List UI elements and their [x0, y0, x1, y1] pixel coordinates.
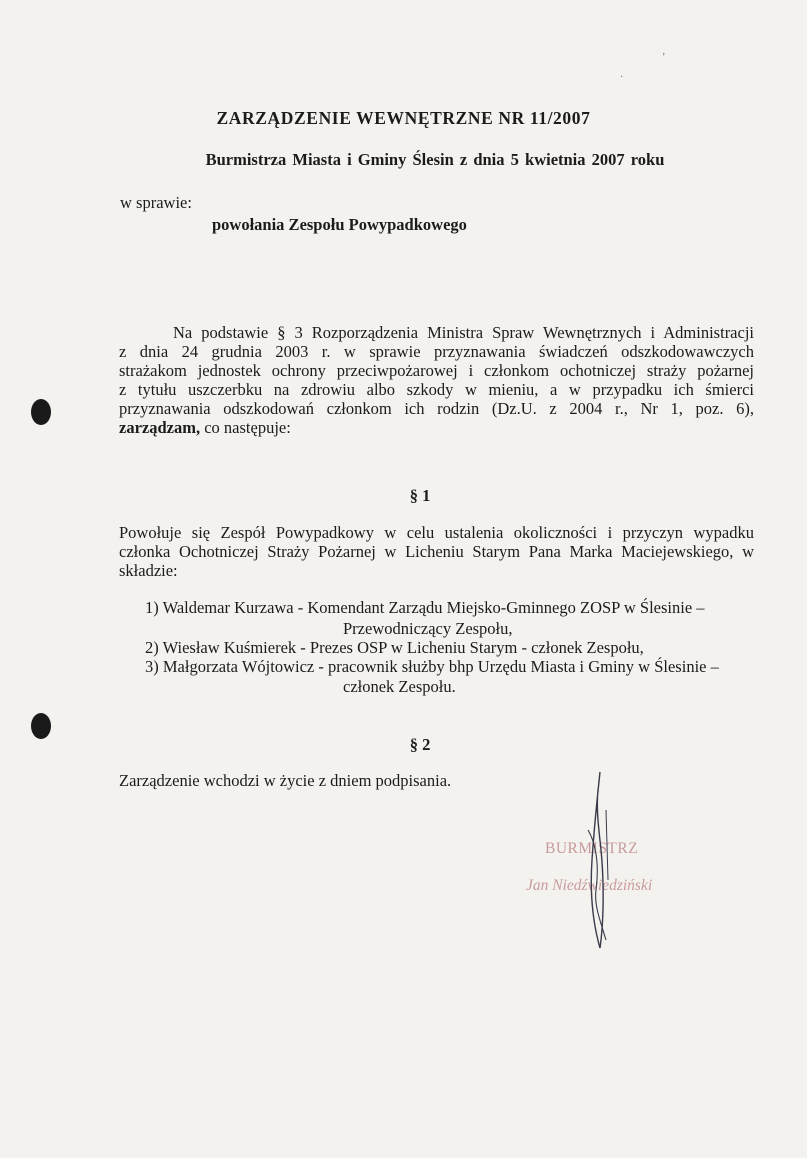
stamp-name: Jan Niedźwiedziński [526, 877, 653, 894]
decree-rest: co następuje: [200, 418, 291, 437]
punch-hole [31, 713, 51, 739]
member-3: 3) Małgorzata Wójtowicz - pracownik służby bhp Urzędu Miasta i Gminy w Ślesinie – [145, 657, 719, 676]
section-2-heading: § 2 [409, 735, 431, 754]
subject-label: w sprawie: [120, 193, 192, 212]
preamble-line: z dnia 24 grudnia 2003 r. w sprawie przyznawania świadczeń odszkodowawczych [119, 342, 754, 361]
section-1-paragraph [119, 523, 754, 580]
preamble-paragraph [119, 323, 754, 437]
decree-keyword: zarządzam, [119, 418, 201, 437]
scan-speck: ʼ [662, 52, 666, 63]
section-2-text: Zarządzenie wchodzi w życie z dniem podpisania. [119, 771, 452, 790]
document-subtitle: Burmistrza Miasta i Gminy Ślesin z dnia 5 kwietnia 2007 roku [205, 150, 665, 169]
preamble-closing [119, 418, 754, 437]
section-1-line: Powołuje się Zespół Powypadkowy w celu ustalenia okoliczności i przyczyn wypadku [119, 523, 754, 542]
punch-hole [31, 399, 51, 425]
preamble-line: z tytułu uszczerbku na zdrowiu albo szkody w mieniu, a w przypadku ich śmierci [119, 380, 754, 399]
member-3-continuation: członek Zespołu. [343, 677, 456, 696]
document-title: ZARZĄDZENIE WEWNĘTRZNE NR 11/2007 [216, 108, 591, 128]
handwritten-signature [570, 770, 630, 955]
section-1-line: składzie: [119, 561, 178, 580]
preamble-line: przyznawania odszkodowań członkom ich rodzin (Dz.U. z 2004 r., Nr 1, poz. 6), [119, 399, 754, 418]
section-1-line: członka Ochotniczej Straży Pożarnej w Licheniu Starym Pana Marka Maciejewskiego, w [119, 542, 754, 561]
scan-speck: · [620, 72, 624, 83]
member-1: 1) Waldemar Kurzawa - Komendant Zarządu Miejsko-Gminnego ZOSP w Ślesinie – [145, 598, 705, 617]
preamble-line: Na podstawie § 3 Rozporządzenia Ministra Spraw Wewnętrznych i Administracji [173, 323, 754, 342]
member-1-continuation: Przewodniczący Zespołu, [343, 619, 513, 638]
subject-topic: powołania Zespołu Powypadkowego [212, 215, 467, 234]
preamble-line: strażakom jednostek ochrony przeciwpożarowej i członkom ochotniczej straży pożarnej [119, 361, 754, 380]
stamp-title: BURMISTRZ [545, 840, 639, 857]
member-2: 2) Wiesław Kuśmierek - Prezes OSP w Licheniu Starym - członek Zespołu, [145, 638, 644, 657]
section-1-heading: § 1 [409, 486, 431, 505]
